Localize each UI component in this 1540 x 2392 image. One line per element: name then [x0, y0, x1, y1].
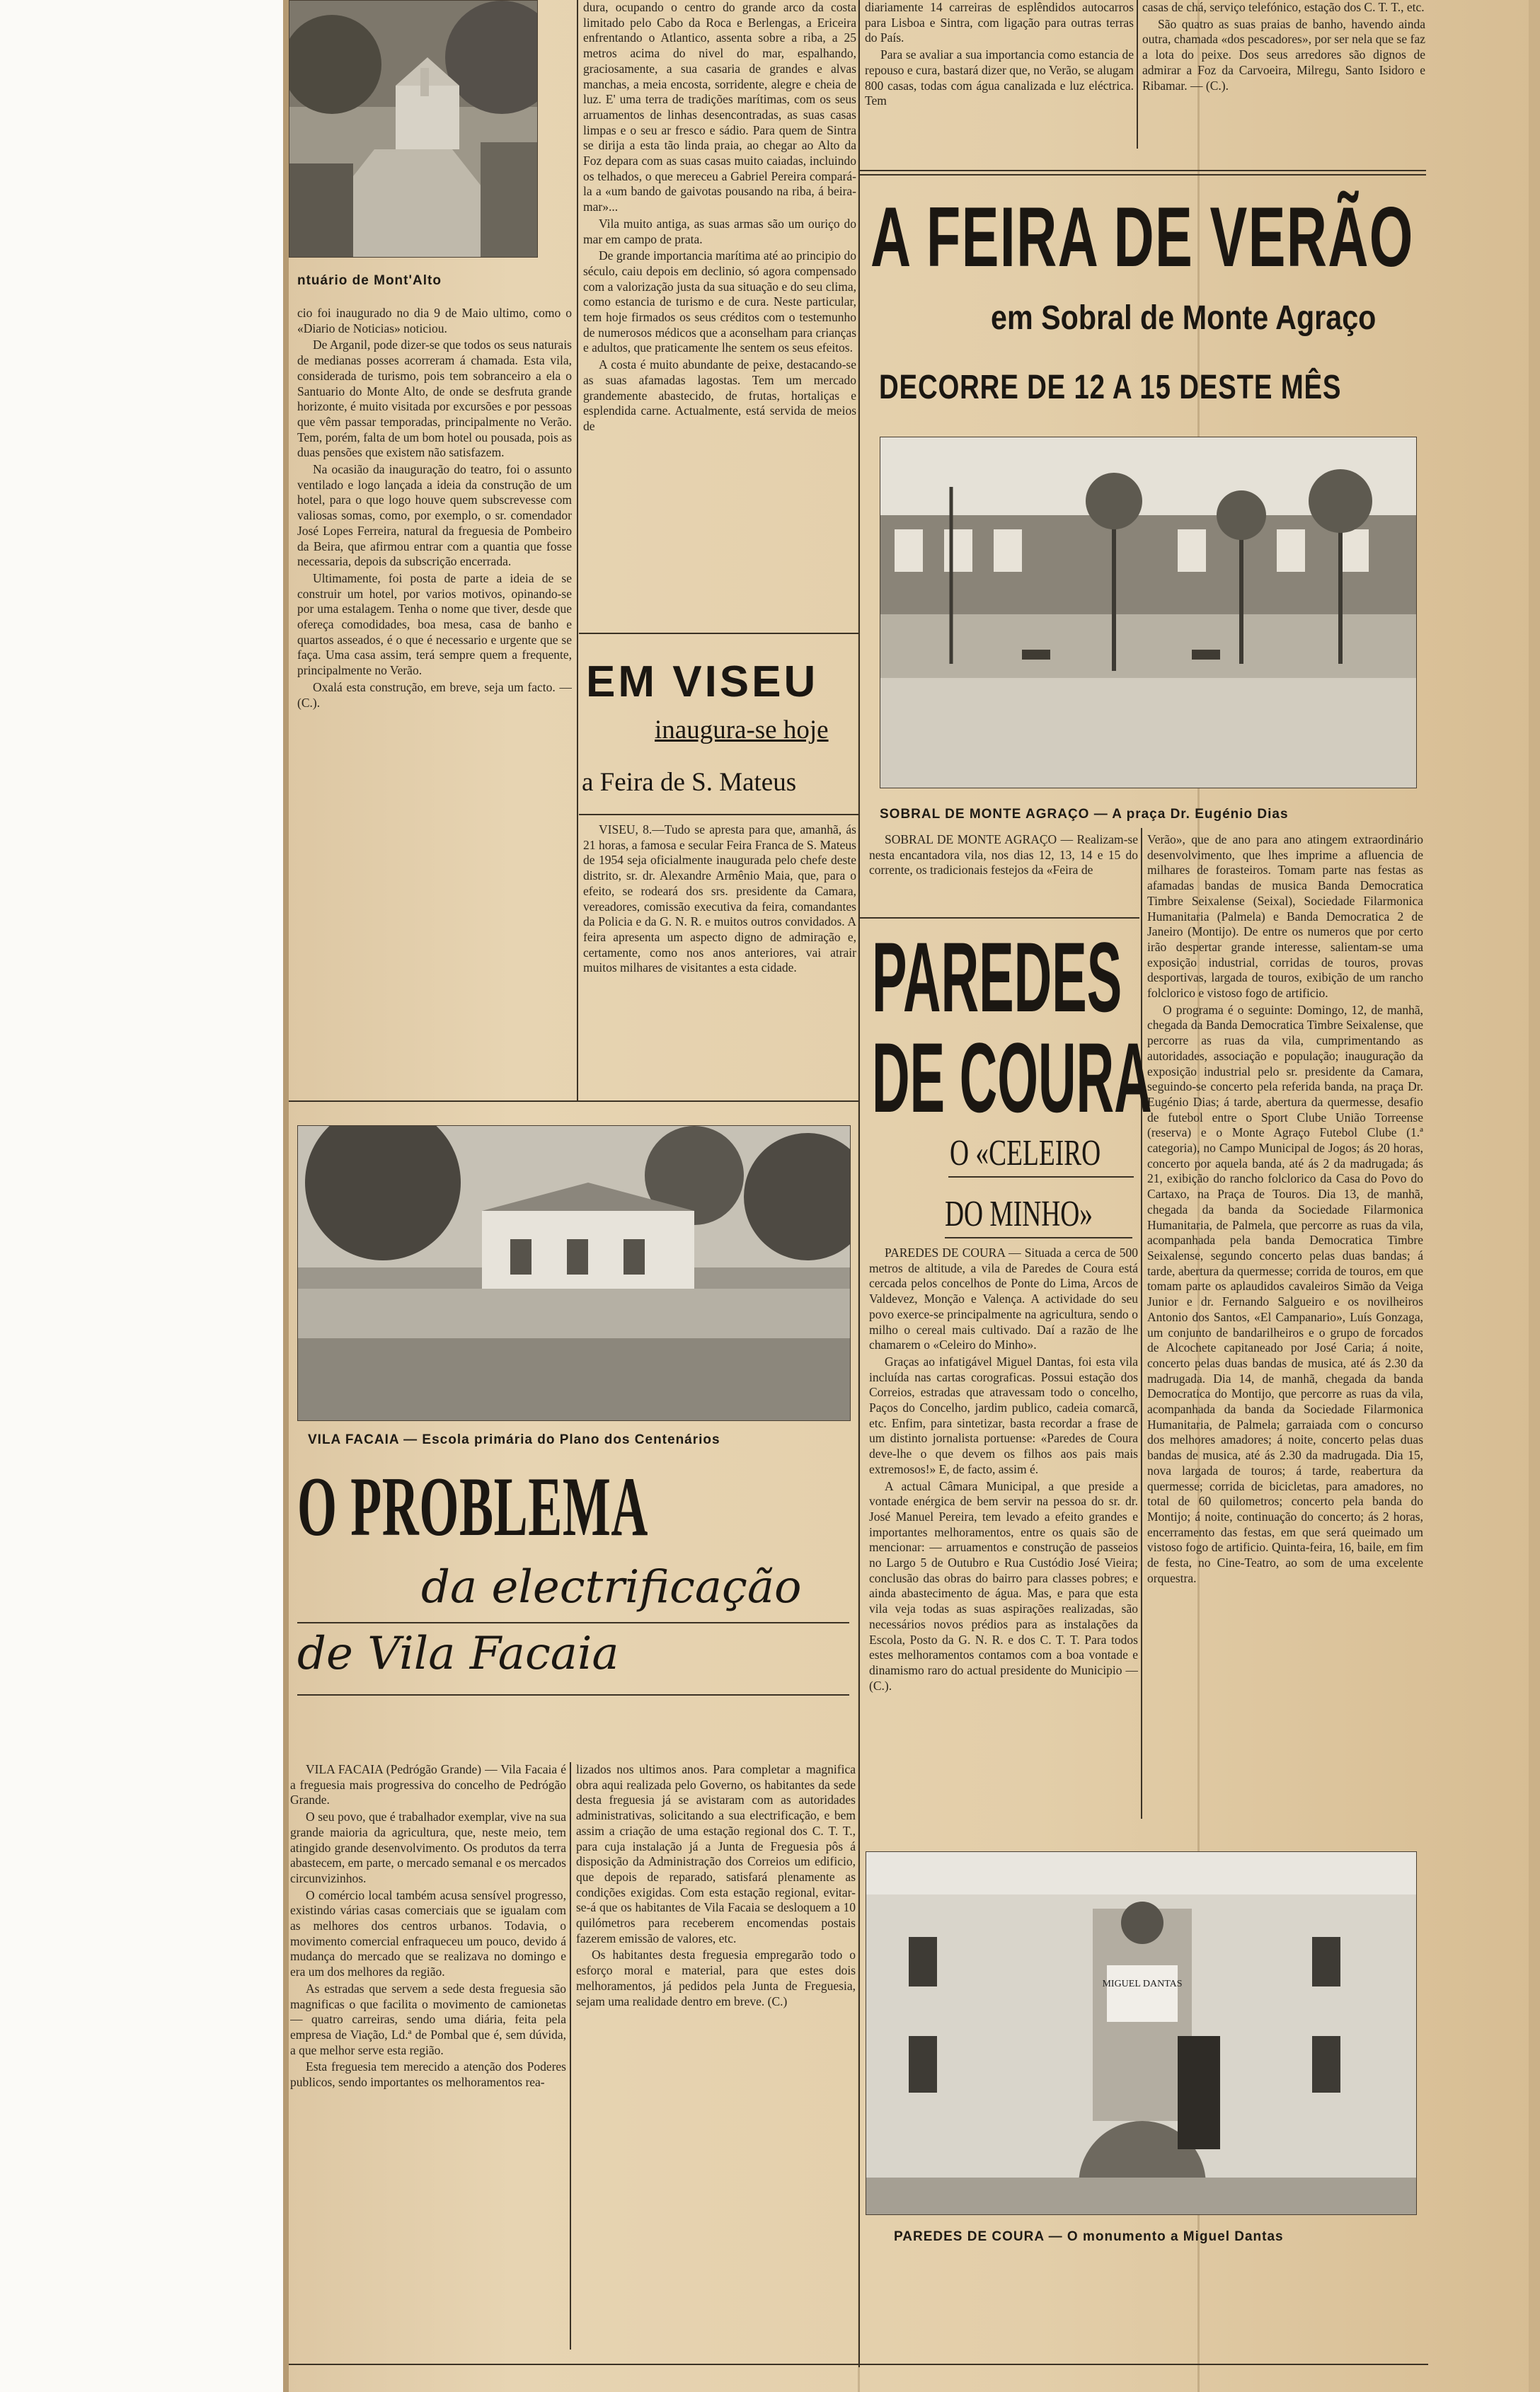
paragraph: VISEU, 8.—Tudo se apresta para que, amanhã, ás 21 horas, a famosa e secular Feira Franca de S. Mateus de 1954 seja oficialmente inaugurada pelo chefe deste distrito, sr. dr. Alexandre Armênio Maia, que, para o efeito, se rodeará dos srs. presidente da Camara, vereadores, comissão executiva da feira, comandantes da Policia e da G. N. R. e muitos outros convidados. A feira apresenta um aspecto digno de admiração e, certamente, como nos anos anteriores, vai atrair muitos milhares de visitantes a esta cidade.: [583, 822, 856, 975]
paragraph: Verão», que de ano para ano atingem extraordinário desenvolvimento, que lhes imprime a afluencia de milhares de forasteiros. Tomam parte nas festas as afamadas bandas de musica Banda Democratica Timbre Seixalense (Seixal), Sociedade Filarmonica Humanitaria (Palmela) e Banda Democratica 2 de Janeiro (Montijo). De entre os numeros que por certo irão despertar grande interesse, salientam-se uma exposição industrial, corridas de touros, provas desportivas, largada de touros, exibição de um rancho folclorico e vistoso fogo de artificio.: [1147, 832, 1423, 1001]
monument-plaque: MIGUEL DANTAS: [1102, 1979, 1183, 1989]
subhead-rule: [945, 1237, 1132, 1238]
feira-dates: DECORRE DE 12 A 15 DESTE MÊS: [879, 369, 1342, 406]
section-rule: [860, 170, 1426, 171]
paragraph: Ultimamente, foi posta de parte a ideia de se construir um hotel, por varios motivos, opinando-se por uma estalagem. Tenha o nome que tiver, desde que ofereça comodidades, boa mesa, casa de banho e quartos asseados, é o que é necessario e urgente que se faça. Uma casa assim, terá sempre quem a frequente, principalmente no Verão.: [297, 570, 572, 678]
column-rule: [1141, 828, 1142, 1819]
paragraph: O seu povo, que é trabalhador exemplar, vive na sua grande maioria da agricultura, que, neste meio, tem atingido grande desenvolvimento. Os produtos da terra abastecem, em parte, o mercado semanal e os mercados circunvizinhos.: [290, 1810, 566, 1885]
subhead-rule: [297, 1622, 849, 1623]
paragraph: De grande importancia marítima até ao principio do século, caiu depois em declinio, só agora compensado com a valorização justa da sua situação e do seu clima, como estancia de turismo e de cura. Neste particular, tem hoje firmados os seus créditos com o testemunho de numerosos médicos que a aconselham para crianças e adultos, que praticamente lhe sentem os seus efeitos.: [583, 248, 856, 355]
paragraph: A costa é muito abundante de peixe, destacando-se as suas afamadas lagostas. Tem um mercado grandemente abastecido, de frutas, hortaliças e esplendida carne. Actualmente, está servida de meios de: [583, 357, 856, 433]
paragraph: Os habitantes desta freguesia empregarão todo o esforço moral e material, para que estes dois melhoramentos, já pedidos pela Junta de Freguesia, sejam uma realidade dentro em breve. (C.): [576, 1948, 856, 2008]
section-rule: [579, 633, 858, 634]
ericeira-end: [1142, 0, 1425, 145]
vila-facaia-subhead: da electrificação: [421, 1561, 802, 1614]
vila-facaia-article-col2: [576, 1762, 856, 2350]
vila-facaia-photo: [297, 1125, 851, 1421]
paragraph: As estradas que servem a sede desta freguesia são magnificas o que facilita o movimento de camionetas — quatro carreiras, sendo uma diária, feita pela empresa de Viação, Ld.ª de Pombal que é, sem dúvida, a que melhor serve esta região.: [290, 1981, 566, 2057]
paragraph: cio foi inaugurado no dia 9 de Maio ultimo, como o «Diario de Noticias» noticiou.: [297, 306, 572, 335]
section-rule: [860, 174, 1426, 176]
paragraph: diariamente 14 carreiras de esplêndidos autocarros para Lisboa e Sintra, com ligação para outras terras do País.: [865, 0, 1134, 45]
column-rule: [570, 1762, 571, 2350]
paredes-headline: PAREDES: [872, 921, 1122, 1033]
section-rule: [579, 814, 858, 815]
santuario-photo: [289, 0, 538, 258]
paredes-subhead-2: DO MINHO»: [945, 1194, 1093, 1234]
paredes-caption: PAREDES DE COURA — O monumento a Miguel Dantas: [894, 2229, 1284, 2244]
column-rule: [858, 1100, 860, 2367]
vila-facaia-headline: O PROBLEMA: [297, 1459, 649, 1553]
vila-facaia-article-col1: [290, 1762, 566, 2350]
paragraph: casas de chá, serviço telefónico, estação dos C. T. T., etc.: [1142, 0, 1425, 14]
sobral-photo: [880, 437, 1417, 788]
ericeira-article: [583, 0, 856, 626]
page-edge: [1529, 0, 1540, 2392]
paragraph: dura, ocupando o centro do grande arco da costa limitado pelo Cabo da Roca e Berlengas, a Ericeira enfrentando o Atlantico, assenta sobre a riba, a 25 metros acima do nivel do mar, espalhando, graciosamente, a sua casaria de grandes e alvas manchas, a meia encosta, sorridente, alegre e cheia de luz. E' uma terra de tradições marítimas, com os seus arruamentos de linhas desencontradas, as suas casas limpas e o seu ar fresco e sádio. Para quem de Sintra se dirija a esta tão linda praia, ao chegar ao Alto da Foz depara com as suas casas muito caiadas, incluindo os telhados, o que mereceu a Gabriel Pereira compará-la a «um bando de gaivotas pousando na riba, á beira-mar»...: [583, 0, 856, 214]
viseu-headline: EM VISEU: [586, 657, 819, 706]
paragraph: O comércio local também acusa sensível progresso, existindo várias casas comerciais que se igualam com as melhores dos centros urbanos. Todavia, o movimento comercial enfraqueceu um pouco, devido á mudança do mercado que se realizava no domingo e era um dos melhores da região.: [290, 1887, 566, 1979]
paragraph: Graças ao infatigável Miguel Dantas, foi esta vila incluída nas cartas corograficas. Possui estação dos Correios, estradas que atravessam todo o concelho, Paços do Concelho, jardim publico, cadeia comarcã, etc. Enfim, para sintetizar, basta recordar a frase de um distinto jornalista portuense: «Paredes de Coura deve-lhe o que devem os filhos aos pais mais extremosos!» E, de facto, assim é.: [869, 1354, 1138, 1476]
paragraph: De Arganil, pode dizer-se que todos os seus naturais de medianas posses acorreram á chamada. Esta vila, considerada de turismo, pois tem sobranceiro a ela o Santuario do Monte Alto, de onde se desfruta grande horizonte, é muito visitada por excursões e por pessoas que vêm passar temporadas, principalmente no Verão. Tem, porém, falta de um bom hotel ou pousada, pois as duas pensões que existem não satisfazem.: [297, 338, 572, 460]
paredes-article: [869, 1246, 1138, 1819]
subhead-rule: [948, 1176, 1134, 1178]
column-rule: [858, 0, 860, 1100]
paragraph: lizados nos ultimos anos. Para completar a magnifica obra aqui realizada pelo Governo, os habitantes da sede desta freguesia já se avistaram com as autoridades administrativas, solicitando a sua electrificação, e bem assim a criação de uma estação regional dos C. T. T., para cuja instalação já a Junta de Freguesia pôs á disposição da Administração dos Correios um edificio, que depois de reparado, satisfará plenamente as condições exigidas. Com esta estação regional, evitar-se-á que os habitantes de Vila Facaia se desloquem a 10 quilómetros para receberem encomendas postais fazerem emissão de valores, etc.: [576, 1762, 856, 1945]
column-rule: [1137, 0, 1138, 149]
paredes-headline-2: DE COURA: [872, 1022, 1152, 1133]
paragraph: VILA FACAIA (Pedrógão Grande) — Vila Facaia é a freguesia mais progressiva do concelho de Pedrógão Grande.: [290, 1762, 566, 1807]
bottom-rule: [289, 2364, 1428, 2365]
column-rule: [577, 0, 578, 1100]
viseu-subhead-2: a Feira de S. Mateus: [582, 768, 797, 797]
section-rule: [860, 917, 1139, 919]
paragraph: O programa é o seguinte: Domingo, 12, de manhã, chegada da Banda Democratica Timbre Seixalense, que percorre as ruas da vila, cumprimentando as autoridades, associação e população; inauguração da exposição industrial pelo sr. presidente da Camara, seguindo-se concerto pela referida banda, na praça Dr. Eugénio Dias; á tarde, abertura da quermesse, desafio de futebol entre o Sport Clube União Torreense (reserva) e o Monte Agraço Futebol Clube (1.ª categoria), no Campo Municipal de Jogos; ás 20 horas, concerto por aquela banda, até ás 2 da madrugada; ás 21, exibição do rancho folclorico da Casa do Povo do Cartaxo, na Praça de Touros. Dia 13, de manhã, chegada da banda da Sociedade Filarmonica Humanitaria, de Palmela, que percorre as ruas da vila, acompanhada pela banda Democratica Timbre Seixalense, segundo concerto pelas duas bandas; á tarde, abertura da quermesse; corrida de touros, em que tomam parte os aplaudidos cavaleiros Simão da Veiga Junior e dr. Fernando Salgueiro e os novilheiros Antonio dos Santos, «El Campanario», Luís Gonzaga, um conjunto de bandarilheiros e o grupo de forcados de Alcochete capitaneado por José Caria; á noite, concerto pelas duas bandas de musica, até ás 2.30 da madrugada. Dia 14, de manhã, chegada da banda Democratica do Montijo, que percorre as ruas da vila, acompanhada da banda da Sociedade Filarmonica Humanitaria, de Palmela; garraiada com o concurso dos melhores amadores; á noite, concerto pelas duas bandas de musica, até ás 2.30 da madrugada. Dia 15, nova largada de touros; á tarde, reabertura da quermesse; corrida de bicicletas, para amadores, no total de 60 quilometros; concerto pela banda do Montijo; á noite, continuação do concerto; ás 2 horas, encerramento das festas, em que será queimado um vistoso fogo de artificio. Quinta-feira, 16, baile, em fim de festa, no Cine-Teatro, ao som de uma excelente orquestra.: [1147, 1002, 1423, 1585]
feira-article: [1147, 832, 1423, 1822]
paragraph: A actual Câmara Municipal, a que preside a vontade enérgica de bem servir na pessoa do sr. dr. José Manuel Pereira, tem levado a efeito grandes e importantes melhoramentos, entre os quais são de mencionar: — arruamentos e construção de passeios no Largo 5 de Outubro e Rua Custódio José Vieira; conclusão das obras do bairro para classes pobres; e ainda abastecimento de água. Mas, e para que esta vila veja todas as suas aspirações realizadas, são necessários novos prédios para as instalações da Escola, Posto da G. N. R. e dos C. T. T. Para todos estes melhoramentos contamos com a boa vontade e dinamismo raro do actual presidente do Municipio — (C.).: [869, 1478, 1138, 1693]
paragraph: Para se avaliar a sua importancia como estancia de repouso e cura, bastará dizer que, no Verão, se alugam 800 casas, todas com água canalizada e luz eléctrica. Tem: [865, 47, 1134, 108]
paragraph: Oxalá esta construção, em breve, seja um facto. — (C.).: [297, 679, 572, 710]
paragraph: Na ocasião da inauguração do teatro, foi o assunto ventilado e logo lançada a ideia da construção de um hotel, para o que logo houve quem subscrevesse com valiosas somas, como, por exemplo, o sr. comendador José Lopes Ferreira, natural da freguesia de Pombeiro da Beira, que afirmou entrar com a quantia que fosse necessaria, depois da subscrição encerrada.: [297, 462, 572, 569]
paragraph: SOBRAL DE MONTE AGRAÇO — Realizam-se nesta encantadora vila, nos dias 12, 13, 14 e 15 do corrente, os tradicionais festejos da «Feira de: [869, 832, 1138, 878]
feira-subhead: em Sobral de Monte Agraço: [991, 299, 1377, 337]
feira-intro: [869, 832, 1138, 912]
paragraph: Vila muito antiga, as suas armas são um ouriço do mar em campo de prata.: [583, 216, 856, 246]
feira-headline: A FEIRA DE VERÃO: [870, 190, 1414, 284]
sobral-photo-image: [880, 437, 1416, 788]
viseu-article: [583, 822, 856, 1074]
paragraph: São quatro as suas praias de banho, havendo ainda outra, chamada «dos pescadores», por ser nela que se faz a lota do peixe. Dos seus arredores são dignos de admirar a Foz da Carvoeira, Milregu, Santo Isidoro e Ribamar. — (C.).: [1142, 16, 1425, 93]
paredes-photo: [866, 1851, 1417, 2215]
santuario-caption: ntuário de Mont'Alto: [297, 273, 442, 288]
section-rule: [289, 1100, 858, 1102]
subhead-rule: [297, 1694, 849, 1696]
paredes-subhead: O «CELEIRO: [950, 1133, 1101, 1173]
vila-facaia-caption: VILA FACAIA — Escola primária do Plano dos Centenários: [308, 1432, 720, 1447]
vila-facaia-subhead-2: de Vila Facaia: [297, 1628, 619, 1680]
paredes-photo-image: [866, 1852, 1416, 2214]
paragraph: Esta freguesia tem merecido a atenção dos Poderes publicos, sendo importantes os melhoramentos rea-: [290, 2059, 566, 2090]
ericeira-continuation: [865, 0, 1134, 145]
vila-facaia-photo-image: [298, 1126, 850, 1420]
viseu-subhead: inaugura-se hoje: [655, 715, 829, 744]
paragraph: PAREDES DE COURA — Situada a cerca de 500 metros de altitude, a vila de Paredes de Coura está cercada pelos concelhos de Ponte do Lima, Arcos de Valdevez, Monção e Valença. A actividade do seu povo exerce-se principalmente na agricultura, sendo o milho o cereal mais cultivado. Daí a razão de lhe chamarem o «Celeiro do Minho».: [869, 1246, 1138, 1352]
santuario-article: [297, 306, 572, 1066]
sobral-caption: SOBRAL DE MONTE AGRAÇO — A praça Dr. Eugénio Dias: [880, 807, 1289, 822]
santuario-photo-image: [289, 1, 537, 257]
